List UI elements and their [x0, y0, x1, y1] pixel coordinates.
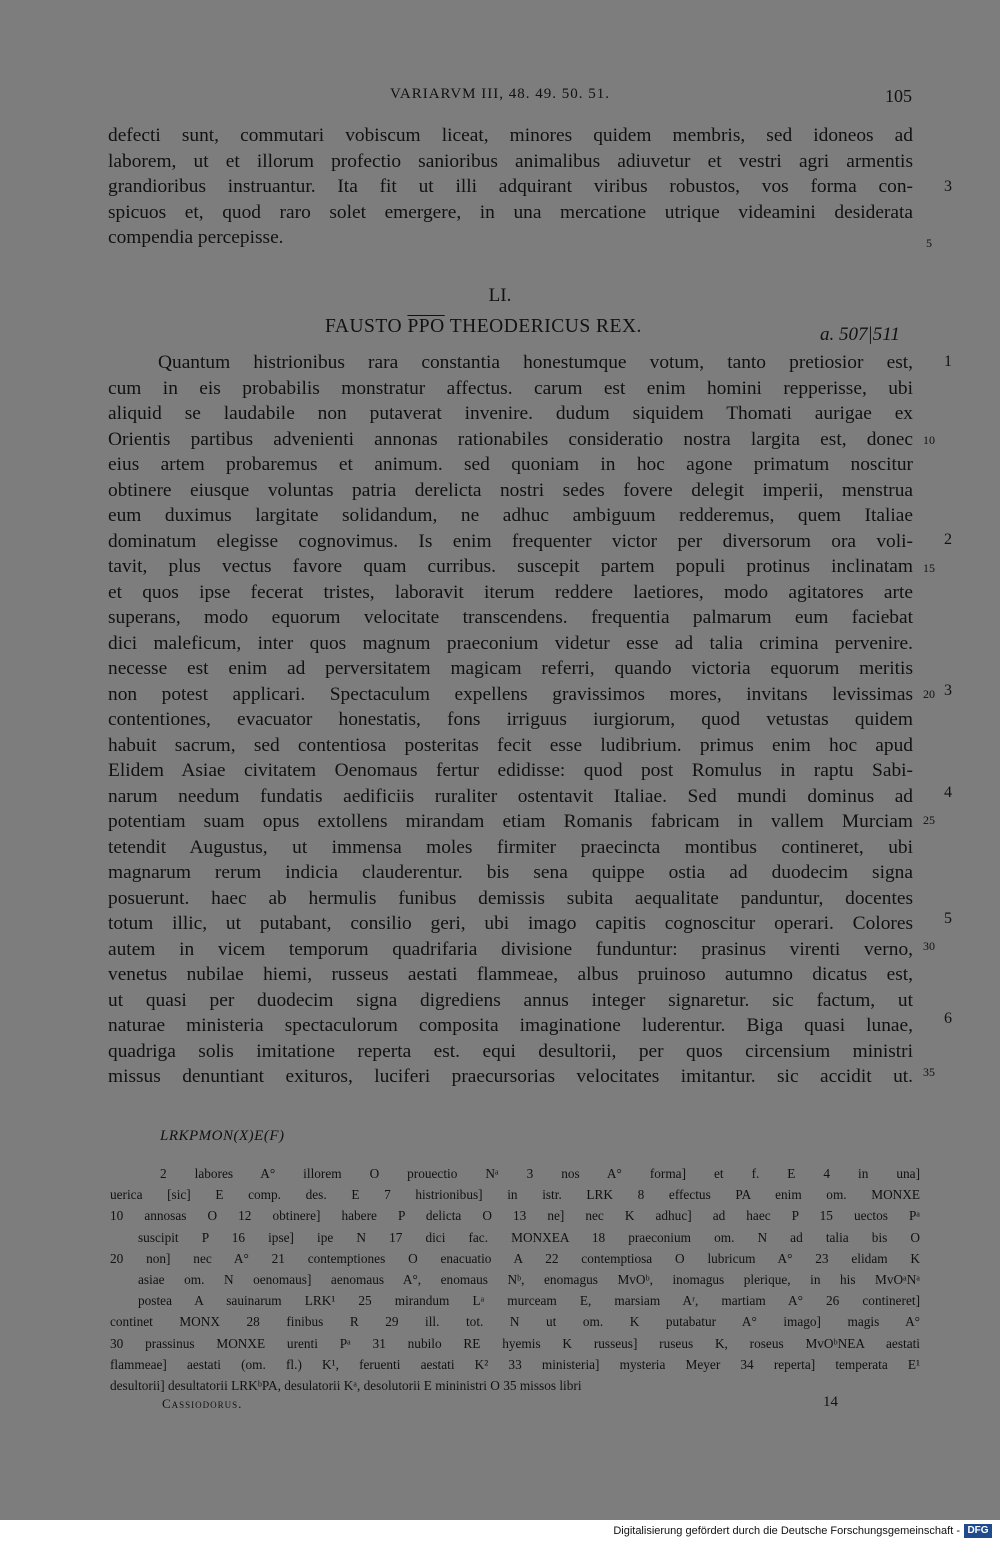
top-text-block	[108, 123, 913, 251]
sigla-line: LRKPMON(X)E(F)	[160, 1128, 285, 1144]
text-line: tetendit Augustus, ut immensa moles firmiter praecincta montibus contineret, ubi	[108, 836, 913, 858]
text-line: eius artem probaremus et animum. sed quoniam in hoc agone primatum noscitur	[108, 454, 913, 475]
line-number: 20	[923, 687, 935, 701]
text-line: quadriga solis imitatione reperta est. equi desultorii, per quos circensium ministri	[108, 1040, 913, 1062]
text-line: grandioribus instruantur. Ita fit ut illi adquirant viribus robustos, vos forma con-	[108, 176, 913, 197]
apparatus-line: 30 prassinus MONXE urenti Pᵃ 31 nubilo RE hyemis K russeus] ruseus K, roseus MvOᵇNEA aestati	[110, 1335, 920, 1351]
apparatus-line: suscipit P 16 ipse] ipe N 17 dici fac. MONXEA 18 praeconium om. N ad talia bis O	[138, 1229, 920, 1245]
section-number: 4	[944, 784, 952, 801]
gathering-number: 14	[823, 1394, 838, 1410]
text-line: Elidem Asiae civitatem Oenomaus fertur edidisse: quod post Romulus in raptu Sabi-	[108, 760, 913, 781]
text-line: laborem, ut et illorum profectio sanioribus animalibus adiuvetur et vestri agri armentis	[108, 150, 913, 172]
text-line: defecti sunt, commutari vobiscum liceat, minores quidem membris, sed idoneos ad	[108, 125, 913, 146]
text-line: superans, modo equorum velocitate transcendens. frequentia palmarum eum faciebat	[108, 607, 913, 628]
section-number: 5	[944, 910, 952, 927]
text-line: magnarum rerum indicia clauderentur. bis sena quippe ostia ad duodecim signa	[108, 862, 913, 883]
text-line: necesse est enim ad perversitatem magicam referri, quando victoria equorum meritis	[108, 658, 913, 679]
critical-apparatus	[110, 1163, 920, 1396]
text-line: potentiam suam opus extollens mirandam etiam Romanis fabricam in vallem Murciam	[108, 811, 913, 832]
line-number: 15	[923, 561, 935, 575]
apparatus-line: uerica [sic] E comp. des. E 7 histrionibus] in istr. LRK 8 effectus PA enim om. MONXE	[110, 1187, 920, 1203]
line-number: 25	[923, 813, 935, 827]
apparatus-line: continet MONX 28 finibus R 29 ill. tot. N ut om. K putabatur A° imago] magis A°	[110, 1314, 920, 1330]
section-number: 6	[944, 1010, 952, 1027]
text-line: ut quasi per duodecim signa digrediens annus integer signaretur. sic factum, ut	[108, 989, 913, 1011]
letter-number: LI.	[488, 285, 512, 306]
section-number: 2	[944, 531, 952, 548]
line-number: 10	[923, 433, 935, 447]
text-line: compendia percepisse.	[108, 227, 284, 248]
text-line: totum illic, ut putabant, consilio geri, ubi imago capitis cognoscitur operari. Colores	[108, 913, 913, 934]
text-line: autem in vicem temporum quadrifaria divisione funduntur: prasinus virenti verno,	[108, 938, 913, 960]
running-head: VARIARVM III, 48. 49. 50. 51.	[389, 86, 611, 102]
funding-credit: Digitalisierung gefördert durch die Deutsche Forschungsgemeinschaft -	[613, 1525, 960, 1537]
text-line: et quos ipse fecerat tristes, laboravit iterum reddere laetiores, modo agitatores arte	[108, 581, 913, 603]
line-number: 5	[926, 236, 932, 250]
text-line: dici maleficum, inter quos magnum praeconium videtur esse ad talia crimina pervenire.	[108, 632, 913, 654]
text-line: contentiones, evacuator honestatis, fons irriguus iurgiorum, quod vetustas quidem	[108, 709, 913, 730]
main-text-block	[108, 350, 913, 1090]
text-line: venetus nubilae hiemi, russeus aestati flammeae, albus pruinoso autumno dicatus est,	[108, 964, 913, 985]
apparatus-line: desultorii] desultatorii LRKᵇPA, desulatorii Kᵃ, desolutorii E mininistri O 35 missos libri	[110, 1378, 582, 1394]
text-line: naturae ministeria spectaculorum composita imaginatione luderentur. Biga quasi lunae,	[108, 1015, 913, 1036]
text-line: dominatum elegisse cognovimus. Is enim frequenter victor per diversorum ora voli-	[108, 530, 913, 552]
apparatus-line: flammeae] aestati (om. fl.) K¹, feruenti aestati K² 33 ministeria] mysteria Meyer 34 reperta] temperata E¹	[110, 1356, 920, 1372]
text-line: non potest applicari. Spectaculum expellens gravissimos mores, invitans levissimas	[108, 683, 913, 705]
apparatus-line: 20 non] nec A° 21 contemptiones O enacuatio A 22 contemptiosa O lubricum A° 23 elidam K	[110, 1250, 920, 1266]
apparatus-line: postea A sauinarum LRK¹ 25 mirandum Lᵃ murceam E, marsiam Aʳ, martiam A° 26 contineret]	[138, 1293, 920, 1309]
line-number: 30	[923, 939, 935, 953]
text-line: obtinere eiusque voluntas patria derelicta nostri sedes fovere delegit imperii, menstrua	[108, 479, 913, 501]
text-line: narum needum fundatis aedificiis ruraliter ostentavit Italiae. Sed mundi dominus ad	[108, 785, 913, 807]
letter-sender: THEODERICUS REX.	[449, 316, 642, 337]
signature-mark: Cassiodorus.	[162, 1396, 243, 1411]
text-line: Quantum histrionibus rara constantia honestumque votum, tanto pretiosior est,	[158, 352, 913, 373]
line-number: 35	[923, 1065, 935, 1079]
text-line: tavit, plus vectus favore quam curribus. suscepit partem populi protinus inclinatam	[108, 556, 913, 577]
text-line: cum in eis probabilis monstratur affectus. carum est enim homini repperisse, ubi	[108, 377, 913, 399]
letter-heading	[325, 316, 642, 338]
section-number: 1	[944, 353, 952, 370]
apparatus-line: 2 labores A° illorem O prouectio Nᵃ 3 nos A° forma] et f. E 4 in una]	[160, 1166, 920, 1181]
text-line: aliquid se laudabile non putaverat invenire. dudum siquidem Thomati aurigae ex	[108, 403, 913, 424]
section-number: 3	[944, 682, 952, 699]
apparatus-line: 10 annosas O 12 obtinere] habere P delicta O 13 ne] nec K adhuc] ad haec P 15 uectos Pᵃ	[110, 1208, 920, 1224]
section-number: 3	[944, 178, 952, 195]
letter-date: a. 507|511	[820, 324, 900, 345]
text-line: Orientis partibus advenienti annonas rationabiles consideratio nostra largita est, donec	[108, 428, 913, 450]
text-line: missus denuntiant exituros, luciferi praecursorias velocitates imitantur. sic accidit ut.	[108, 1066, 913, 1087]
apparatus-line: asiae om. N oenomaus] aenomaus A°, enomaus Nᵇ, enomagus MvOᵇ, inomagus plerique, in his MvOᵃNᵃ	[138, 1272, 920, 1288]
text-line: posuerunt. haec ab hermulis funibus demissis subita aequalitate panduntur, docentes	[108, 887, 913, 909]
letter-ppo: $\overline{PPO}$	[407, 316, 445, 337]
page-number: 105	[885, 86, 912, 106]
text-line: habuit sacrum, sed contentiosa posteritas fecit esse ludibrium. primus enim hoc apud	[108, 734, 913, 756]
letter-addressee: FAUSTO	[325, 316, 403, 337]
text-line: spicuos et, quod raro solet emergere, in una mercatione utrique videamini desiderata	[108, 201, 913, 223]
dfg-logo: DFG	[964, 1524, 992, 1538]
text-line: eum duximus largitate solidandum, ne adhuc ambiguum redderemus, quem Italiae	[108, 505, 913, 526]
